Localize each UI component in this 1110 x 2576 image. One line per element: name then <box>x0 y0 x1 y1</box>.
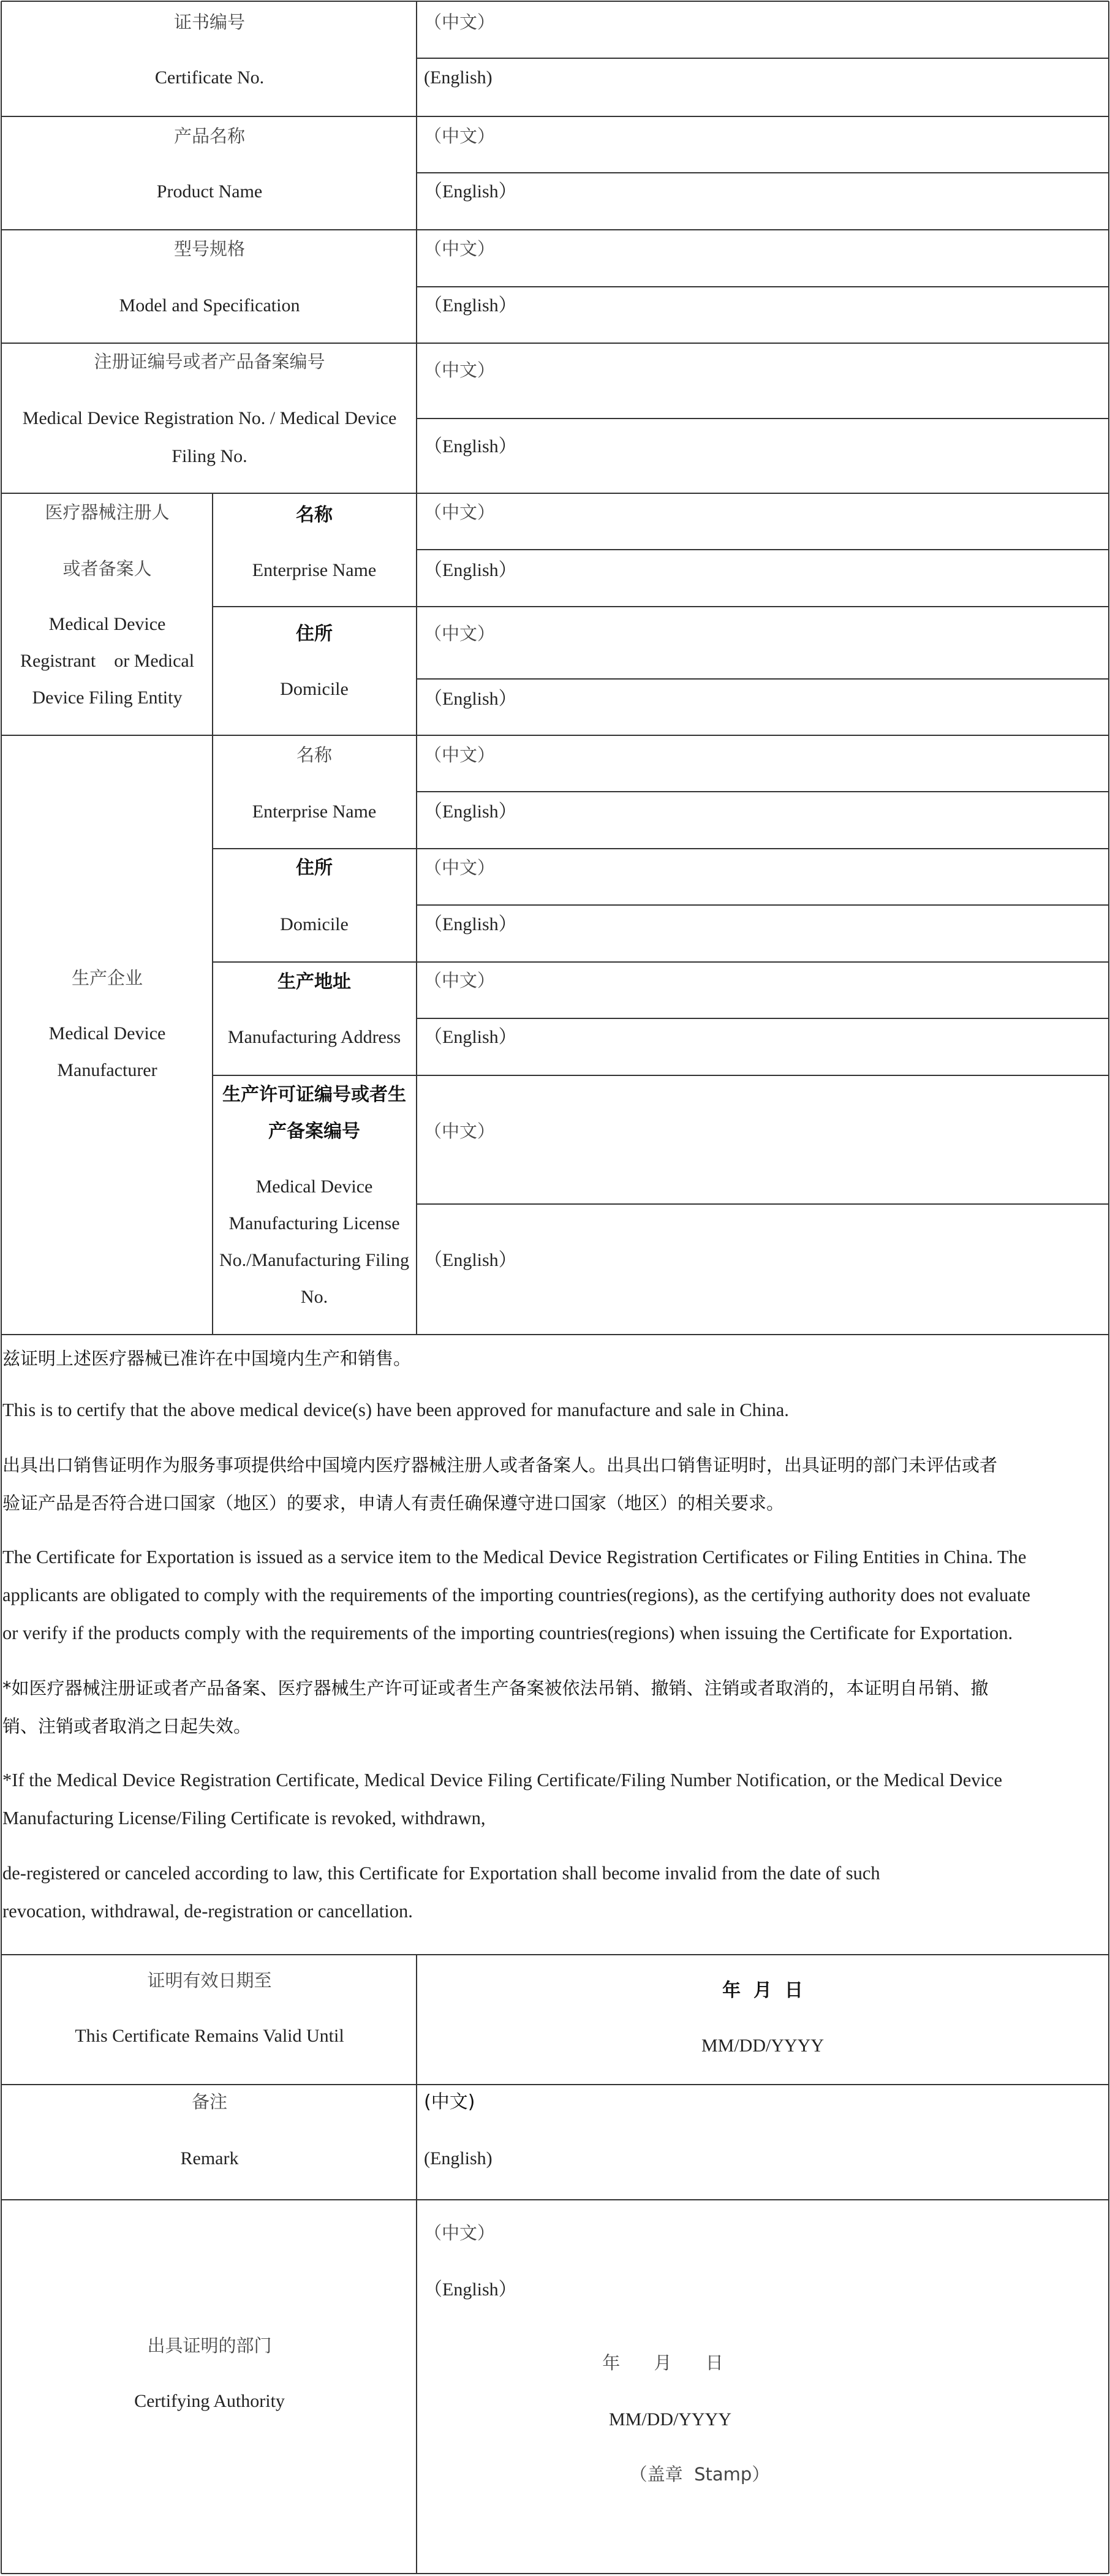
registrant-domicile-label-en: Domicile <box>280 679 349 699</box>
statement-p2-zh-line1: 出具出口销售证明作为服务事项提供给中国境内医疗器械注册人或者备案人。出具出口销售证明时，出具证明的部门未评估或者 <box>2 1455 998 1476</box>
manufacturer-license-label-zh-line2: 产备案编号 <box>268 1121 360 1142</box>
model-spec-label-en: Model and Specification <box>119 295 300 316</box>
statement-p3-en-cont <box>2 1854 1105 1930</box>
product-name-label-zh: 产品名称 <box>173 126 246 146</box>
model-spec-value-en: （English） <box>424 295 517 316</box>
authority-value-zh: （中文） <box>424 2222 496 2243</box>
statement-p2-zh-line2: 验证产品是否符合进口国家（地区）的要求，申请人有责任确保遵守进口国家（地区）的相关要求。 <box>2 1493 785 1513</box>
statement-p3-en-line1: *If the Medical Device Registration Certificate, Medical Device Filing Certificate/Filing Number Notification, or the Medical Device <box>2 1770 1003 1790</box>
certificate-no-value-zh: （中文） <box>424 12 496 32</box>
valid-until-date-zh: 年 月 日 <box>722 1980 803 2001</box>
registrant-label-en-line3: Device Filing Entity <box>32 688 183 708</box>
manufacturer-license-label-en-line3: No./Manufacturing Filing <box>219 1250 409 1270</box>
manufacturer-address-label-en: Manufacturing Address <box>227 1027 401 1047</box>
registration-no-value-en: （English） <box>424 436 517 456</box>
authority-value-en: （English） <box>424 2279 517 2300</box>
registration-no-value-zh: （中文） <box>424 360 496 381</box>
registrant-label-zh-line2: 或者备案人 <box>62 558 152 579</box>
remark-value-en: (English) <box>424 2148 493 2169</box>
registrant-label-en-line2: Registrant or Medical <box>20 651 195 671</box>
statement-p3-zh <box>2 1669 1105 1745</box>
manufacturer-license-label-zh-line1: 生产许可证编号或者生 <box>222 1084 406 1105</box>
statement-p3-zh-line2: 销、注销或者取消之日起失效。 <box>2 1716 252 1737</box>
manufacturer-name-value-en: （English） <box>424 801 517 822</box>
manufacturer-address-value-zh: （中文） <box>424 970 496 991</box>
manufacturer-domicile-value-zh: （中文） <box>424 857 496 878</box>
valid-until-label-zh: 证明有效日期至 <box>147 1970 272 1991</box>
manufacturer-address-value-en: （English） <box>424 1027 517 1047</box>
statement-p2-en-line2: applicants are obligated to comply with the requirements of the importing countries(regions), as the certifying authority does not evaluate <box>2 1585 1030 1605</box>
manufacturer-address-label-zh: 生产地址 <box>278 971 351 993</box>
certificate-no-label-zh: 证书编号 <box>173 12 246 32</box>
manufacturer-domicile-label-en: Domicile <box>280 914 349 934</box>
manufacturer-label-zh: 生产企业 <box>71 968 143 988</box>
registrant-name-label-en: Enterprise Name <box>252 560 377 580</box>
authority-stamp: （盖章 Stamp） <box>629 2464 770 2485</box>
manufacturer-name-label-zh: 名称 <box>296 744 333 765</box>
authority-date-en: MM/DD/YYYY <box>608 2409 732 2430</box>
statement-p3-zh-line1: *如医疗器械注册证或者产品备案、医疗器械生产许可证或者生产备案被依法吊销、撤销、注销或者取消的，本证明自吊销、撤 <box>2 1678 989 1699</box>
model-spec-value-zh: （中文） <box>424 238 496 259</box>
statement-p2-en-line3: or verify if the products comply with the requirements of the importing countries(regions) when issuing the Certificate for Exportation. <box>2 1623 1013 1643</box>
valid-until-date-en: MM/DD/YYYY <box>701 2036 825 2056</box>
statement-p1-en-line: This is to certify that the above medical device(s) have been approved for manufacture and sale in China. <box>2 1400 789 1420</box>
registrant-domicile-value-zh: （中文） <box>424 623 496 644</box>
manufacturer-name-label-en: Enterprise Name <box>252 801 377 822</box>
product-name-value-en: （English） <box>424 181 517 202</box>
manufacturer-label-en-line1: Medical Device <box>48 1023 166 1044</box>
statement-p2-en-line1: The Certificate for Exportation is issued as a service item to the Medical Device Registration Certificates or Filing Entities in China. The <box>2 1547 1027 1567</box>
statement-p3-en-line3: de-registered or canceled according to law, this Certificate for Exportation shall become invalid from the date of such <box>2 1863 880 1884</box>
manufacturer-label-en-line2: Manufacturer <box>57 1060 157 1080</box>
statement-p3-en-line2: Manufacturing License/Filing Certificate is revoked, withdrawn, <box>2 1808 486 1828</box>
remark-label-zh: 备注 <box>191 2091 228 2112</box>
manufacturer-license-label-en-line2: Manufacturing License <box>228 1213 400 1233</box>
manufacturer-license-value-en: （English） <box>424 1250 517 1270</box>
certificate-no-label-en: Certificate No. <box>154 67 265 88</box>
manufacturer-license-label-en-line4: No. <box>300 1287 328 1307</box>
authority-date-zh: 年 月 日 <box>602 2352 723 2373</box>
product-name-label-en: Product Name <box>156 181 263 202</box>
statement-p1-zh <box>2 1339 1105 1377</box>
remark-value-zh: (中文) <box>424 2091 475 2113</box>
manufacturer-license-label-en-line1: Medical Device <box>255 1176 373 1197</box>
authority-label-zh: 出具证明的部门 <box>147 2335 272 2356</box>
registrant-label-en-line1: Medical Device <box>48 614 166 634</box>
model-spec-label-zh: 型号规格 <box>173 238 246 259</box>
statement-p3-en-line4: revocation, withdrawal, de-registration or cancellation. <box>2 1901 413 1922</box>
statement-p1-en <box>2 1391 1105 1429</box>
statement-p3-en <box>2 1761 1105 1837</box>
manufacturer-domicile-label-zh: 住所 <box>296 857 333 879</box>
registration-no-label-zh: 注册证编号或者产品备案编号 <box>94 351 325 372</box>
statement-p1-zh-line: 兹证明上述医疗器械已准许在中国境内生产和销售。 <box>2 1348 412 1369</box>
registration-no-label-en-line2: Filing No. <box>172 446 247 466</box>
registrant-label-zh-line1: 医疗器械注册人 <box>45 502 170 523</box>
statement-p2-en <box>2 1538 1105 1652</box>
statement-p2-zh <box>2 1446 1105 1522</box>
manufacturer-name-value-zh: （中文） <box>424 744 496 765</box>
product-name-value-zh: （中文） <box>424 126 496 146</box>
registrant-domicile-value-en: （English） <box>424 689 517 709</box>
registration-no-label-en-line1: Medical Device Registration No. / Medical Device <box>22 408 397 428</box>
remark-label-en: Remark <box>180 2148 239 2169</box>
registrant-domicile-label-zh: 住所 <box>296 623 333 645</box>
registrant-name-value-en: （English） <box>424 560 517 580</box>
certificate-no-value-en: (English) <box>424 67 493 88</box>
registrant-name-label-zh: 名称 <box>296 504 333 526</box>
registrant-name-value-zh: （中文） <box>424 502 496 523</box>
valid-until-label-en: This Certificate Remains Valid Until <box>75 2026 344 2046</box>
authority-label-en: Certifying Authority <box>134 2391 285 2411</box>
manufacturer-domicile-value-en: （English） <box>424 914 517 934</box>
manufacturer-license-value-zh: （中文） <box>424 1121 496 1142</box>
